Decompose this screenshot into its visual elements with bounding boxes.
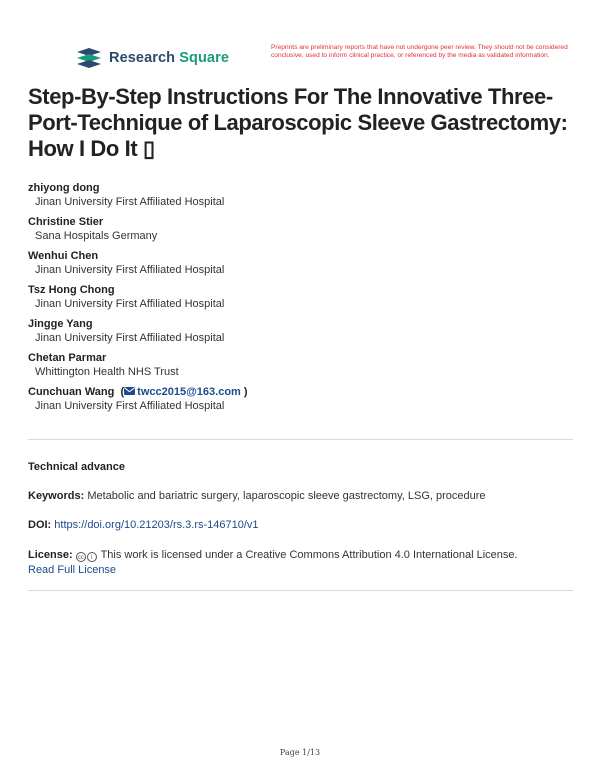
- author-name: zhiyong dong: [28, 182, 100, 194]
- author-entry: [28, 352, 568, 380]
- author-entry: [28, 182, 568, 210]
- keywords: [28, 489, 573, 504]
- divider: [28, 439, 573, 440]
- license-label: License:: [28, 549, 73, 561]
- author-name: Christine Stier: [28, 216, 104, 228]
- corresponding-email-link[interactable]: twcc2015@163.com: [124, 386, 241, 398]
- author-entry: [28, 284, 568, 312]
- attribution-icon: i: [87, 552, 97, 562]
- author-affiliation: Jinan University First Affiliated Hospital: [35, 196, 225, 208]
- author-affiliation: Jinan University First Affiliated Hospital: [35, 298, 225, 310]
- logo-text: Research Square: [109, 50, 229, 66]
- author-name: Cunchuan Wang ( twcc2015@163.com ): [28, 386, 248, 398]
- header: [75, 44, 575, 76]
- license-row: [28, 548, 573, 578]
- author-entry: [28, 386, 568, 414]
- author-list: [28, 182, 568, 420]
- read-full-license-link[interactable]: Read Full License: [28, 564, 117, 576]
- author-entry: [28, 318, 568, 346]
- envelope-icon: [124, 387, 135, 395]
- doi-link[interactable]: https://doi.org/10.21203/rs.3.rs-146710/v1: [54, 519, 259, 531]
- license-text: This work is licensed under a Creative Commons Attribution 4.0 International License.: [100, 549, 518, 561]
- creative-commons-icon: cc: [76, 552, 86, 562]
- page-number: Page 1/13: [279, 748, 321, 757]
- author-affiliation: Sana Hospitals Germany: [35, 230, 158, 242]
- research-square-logo-icon: [75, 46, 103, 70]
- doi-label: DOI:: [28, 519, 52, 531]
- author-affiliation: Jinan University First Affiliated Hospital: [35, 400, 225, 412]
- research-square-logo[interactable]: [75, 46, 229, 70]
- author-name: Chetan Parmar: [28, 352, 107, 364]
- author-name: Tsz Hong Chong: [28, 284, 115, 296]
- author-affiliation: Jinan University First Affiliated Hospital: [35, 264, 225, 276]
- author-entry: [28, 250, 568, 278]
- keywords-label: Keywords:: [28, 490, 85, 502]
- doi-row: [28, 518, 573, 533]
- keywords-value: Metabolic and bariatric surgery, laparoscopic sleeve gastrectomy, LSG, procedure: [87, 490, 486, 502]
- author-name-text: Cunchuan Wang: [28, 386, 115, 398]
- author-affiliation: Whittington Health NHS Trust: [35, 366, 179, 378]
- divider: [28, 590, 573, 591]
- preprint-disclaimer: Preprints are preliminary reports that have not undergone peer review. They should not be considered conclusive, used to inform clinical practice, or referenced by the media as validated information.: [271, 44, 568, 60]
- paper-title: Step-By-Step Instructions For The Innovative Three-Port-Technique of Laparoscopic Sleeve Gastrectomy: How I Do It ▯: [28, 84, 568, 161]
- author-name: Jingge Yang: [28, 318, 93, 330]
- article-type: Technical advance: [28, 461, 126, 473]
- author-name: Wenhui Chen: [28, 250, 99, 262]
- author-affiliation: Jinan University First Affiliated Hospital: [35, 332, 225, 344]
- author-entry: [28, 216, 568, 244]
